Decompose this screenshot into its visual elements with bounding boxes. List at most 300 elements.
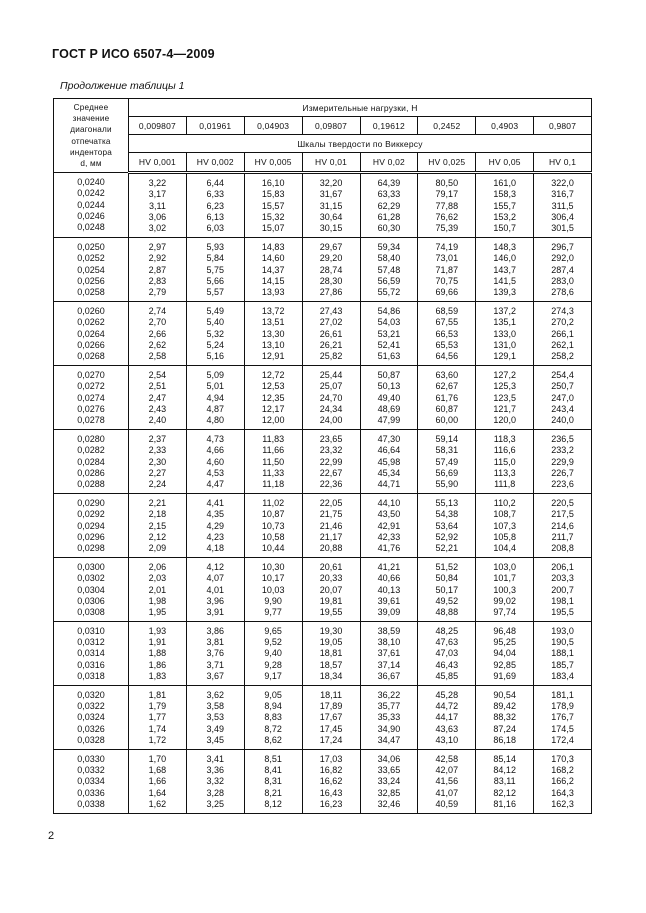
hardness-value: 19,81 (319, 595, 343, 606)
hardness-value: 8,31 (264, 776, 282, 787)
hardness-value: 8,94 (264, 701, 282, 712)
hardness-cell (302, 749, 360, 813)
diagonal-value: 0,0298 (77, 543, 105, 554)
hardness-value: 25,44 (319, 369, 343, 380)
hardness-value: 16,43 (319, 787, 343, 798)
hardness-value: 12,00 (261, 415, 285, 426)
hardness-value: 120,0 (493, 415, 516, 426)
hardness-value: 2,12 (148, 531, 167, 542)
hardness-value: 3,76 (206, 648, 225, 659)
load-value: 0,9807 (534, 117, 592, 135)
hardness-cell (418, 749, 476, 813)
hardness-value: 206,1 (551, 561, 574, 572)
hardness-cell (244, 621, 302, 685)
hardness-value: 11,02 (262, 497, 285, 508)
hardness-cell (244, 173, 302, 238)
hardness-value: 155,7 (493, 200, 516, 211)
hardness-value: 71,87 (435, 264, 459, 275)
hardness-value: 166,2 (551, 776, 574, 787)
hardness-value: 2,30 (148, 456, 167, 467)
hardness-value: 5,49 (206, 305, 225, 316)
hardness-value: 66,53 (435, 328, 459, 339)
hardness-cell (186, 301, 244, 365)
table-row (54, 301, 592, 365)
hardness-value: 35,77 (377, 701, 401, 712)
header-line: значение (72, 113, 110, 123)
hardness-value: 32,46 (377, 799, 401, 810)
hardness-value: 105,8 (493, 531, 516, 542)
hardness-value: 243,4 (551, 403, 574, 414)
hardness-value: 44,72 (435, 701, 459, 712)
table-caption: Продолжение таблицы 1 (60, 80, 185, 92)
hardness-value: 322,0 (551, 178, 574, 188)
hardness-value: 14,37 (261, 264, 285, 275)
hardness-value: 223,6 (551, 479, 574, 490)
hardness-cell (129, 237, 187, 301)
hardness-value: 20,61 (319, 561, 343, 572)
table-row (54, 237, 592, 301)
hardness-value: 69,66 (435, 287, 459, 298)
hardness-value: 44,10 (377, 497, 401, 508)
hardness-value: 153,2 (493, 211, 516, 222)
hardness-value: 115,0 (493, 456, 516, 467)
hardness-cell (129, 685, 187, 749)
hardness-value: 42,33 (377, 531, 401, 542)
hardness-value: 3,41 (206, 753, 225, 764)
hardness-value: 58,40 (377, 253, 401, 264)
hardness-value: 52,41 (377, 339, 401, 350)
hardness-value: 55,13 (435, 497, 459, 508)
hardness-value: 3,36 (206, 765, 225, 776)
hardness-value: 6,44 (206, 178, 225, 188)
hardness-value: 8,72 (264, 723, 282, 734)
hardness-value: 20,88 (319, 543, 343, 554)
hardness-value: 79,17 (435, 189, 459, 200)
hardness-value: 176,7 (551, 712, 574, 723)
hardness-value: 2,92 (148, 253, 167, 264)
hardness-value: 240,0 (551, 415, 574, 426)
hardness-value: 17,03 (319, 753, 343, 764)
hardness-value: 3,81 (206, 637, 225, 648)
hardness-value: 1,64 (148, 787, 167, 798)
hardness-value: 262,1 (551, 339, 574, 350)
hardness-value: 250,7 (551, 381, 574, 392)
hardness-value: 5,09 (206, 369, 225, 380)
diagonal-value: 0,0250 (77, 241, 105, 252)
hardness-value: 10,44 (261, 543, 285, 554)
hardness-cell (244, 685, 302, 749)
hardness-value: 1,77 (148, 712, 167, 723)
table-row-group (54, 621, 592, 685)
hardness-value: 143,7 (493, 264, 516, 275)
hardness-value: 4,94 (206, 392, 225, 403)
diagonal-value: 0,0314 (77, 648, 105, 659)
hardness-cell (186, 493, 244, 557)
hardness-value: 17,45 (319, 723, 343, 734)
hardness-cell (186, 173, 244, 238)
hardness-value: 36,67 (377, 671, 401, 682)
hardness-value: 172,4 (551, 735, 574, 746)
hardness-value: 45,98 (377, 456, 401, 467)
hardness-cell (244, 429, 302, 493)
hardness-value: 200,7 (551, 584, 574, 595)
load-value: 0,2452 (418, 117, 476, 135)
hardness-value: 34,90 (377, 723, 401, 734)
hardness-cell (418, 365, 476, 429)
diagonal-value: 0,0244 (77, 199, 105, 210)
hardness-cell (186, 365, 244, 429)
diagonal-value: 0,0312 (77, 637, 105, 648)
diagonal-column-header (54, 99, 129, 173)
hardness-value: 76,62 (435, 211, 459, 222)
hardness-cell (302, 237, 360, 301)
hardness-cell (418, 621, 476, 685)
diagonal-value: 0,0316 (77, 659, 105, 670)
hardness-value: 135,1 (493, 317, 516, 328)
hardness-value: 42,91 (377, 520, 401, 531)
hardness-value: 190,5 (551, 637, 574, 648)
hardness-value: 118,3 (493, 433, 516, 444)
hardness-value: 38,10 (377, 637, 401, 648)
hardness-value: 311,5 (551, 200, 574, 211)
hardness-value: 101,7 (493, 573, 516, 584)
hardness-cell (534, 301, 592, 365)
hardness-value: 11,66 (262, 445, 285, 456)
hardness-cell (534, 429, 592, 493)
hardness-value: 11,50 (262, 456, 285, 467)
diagonal-value: 0,0288 (77, 479, 105, 490)
diagonal-value: 0,0246 (77, 210, 105, 221)
hardness-value: 60,30 (377, 223, 401, 234)
hardness-value: 40,13 (377, 584, 401, 595)
hardness-value: 6,03 (206, 223, 225, 234)
hardness-value: 23,32 (319, 445, 343, 456)
hardness-value: 85,14 (493, 753, 516, 764)
diagonal-value: 0,0240 (77, 177, 105, 187)
hardness-value: 2,54 (148, 369, 167, 380)
scale-label: HV 0,01 (302, 153, 360, 173)
hardness-value: 116,6 (493, 445, 516, 456)
hardness-value: 87,24 (493, 723, 516, 734)
hardness-cell (534, 621, 592, 685)
hardness-value: 92,85 (493, 659, 516, 670)
hardness-value: 5,66 (206, 275, 225, 286)
diagonal-value: 0,0306 (77, 595, 105, 606)
hardness-value: 40,66 (377, 573, 401, 584)
hardness-value: 35,33 (377, 712, 401, 723)
hardness-value: 161,0 (493, 178, 516, 188)
diagonal-value: 0,0296 (77, 531, 105, 542)
hardness-value: 97,74 (493, 607, 516, 618)
hardness-value: 2,27 (148, 467, 167, 478)
hardness-value: 41,21 (377, 561, 401, 572)
hardness-value: 258,2 (551, 351, 574, 362)
hardness-value: 183,4 (551, 671, 574, 682)
hardness-value: 56,59 (377, 275, 401, 286)
hardness-value: 198,1 (551, 595, 574, 606)
hardness-value: 233,2 (551, 445, 574, 456)
hardness-value: 1,91 (148, 637, 167, 648)
table-row (54, 365, 592, 429)
hardness-cell (534, 493, 592, 557)
hardness-value: 15,57 (261, 200, 285, 211)
hardness-cell (476, 301, 534, 365)
hardness-value: 3,32 (206, 776, 225, 787)
table-row-group (54, 749, 592, 813)
hardness-cell (186, 557, 244, 621)
diagonal-cell (54, 557, 129, 621)
hardness-value: 45,85 (435, 671, 459, 682)
hardness-cell (360, 237, 418, 301)
hardness-value: 47,99 (377, 415, 401, 426)
diagonal-value: 0,0338 (77, 799, 105, 810)
hardness-value: 46,43 (435, 659, 459, 670)
hardness-cell (302, 621, 360, 685)
hardness-value: 139,3 (493, 287, 516, 298)
hardness-value: 60,87 (435, 403, 459, 414)
hardness-value: 3,11 (149, 200, 166, 211)
hardness-value: 22,36 (319, 479, 343, 490)
hardness-value: 22,67 (319, 467, 343, 478)
hardness-value: 208,8 (551, 543, 574, 554)
hardness-value: 30,64 (319, 211, 343, 222)
hardness-value: 48,69 (377, 403, 401, 414)
hardness-value: 3,71 (206, 659, 225, 670)
hardness-value: 25,82 (319, 351, 343, 362)
hardness-value: 4,87 (206, 403, 225, 414)
hardness-cell (244, 493, 302, 557)
hardness-value: 4,35 (206, 509, 225, 520)
hardness-value: 14,83 (261, 241, 285, 252)
hardness-value: 13,72 (261, 305, 285, 316)
hardness-value: 5,01 (206, 381, 225, 392)
hardness-value: 65,53 (435, 339, 459, 350)
hardness-value: 103,0 (493, 561, 516, 572)
hardness-value: 22,99 (319, 456, 343, 467)
hardness-value: 4,01 (206, 584, 225, 595)
hardness-cell (476, 365, 534, 429)
scales-header: Шкалы твердости по Виккерсу (129, 135, 592, 153)
hardness-value: 14,15 (261, 275, 285, 286)
table-row-group (54, 301, 592, 365)
hardness-value: 73,01 (435, 253, 459, 264)
hardness-cell (418, 493, 476, 557)
hardness-cell (129, 749, 187, 813)
hardness-value: 24,00 (319, 415, 343, 426)
hardness-value: 1,62 (148, 799, 167, 810)
hardness-value: 29,20 (319, 253, 343, 264)
hardness-value: 18,34 (319, 671, 343, 682)
diagonal-value: 0,0254 (77, 264, 105, 275)
hardness-value: 3,58 (206, 701, 225, 712)
hardness-value: 10,17 (261, 573, 285, 584)
hardness-value: 18,11 (320, 689, 342, 700)
hardness-value: 75,39 (435, 223, 459, 234)
hardness-value: 1,79 (148, 701, 167, 712)
diagonal-value: 0,0300 (77, 561, 105, 572)
hardness-value: 38,59 (377, 625, 401, 636)
diagonal-cell (54, 493, 129, 557)
hardness-value: 2,40 (148, 415, 167, 426)
hardness-cell (186, 685, 244, 749)
hardness-value: 2,37 (148, 433, 167, 444)
diagonal-value: 0,0282 (77, 445, 105, 456)
hardness-value: 164,3 (551, 787, 574, 798)
hardness-value: 110,2 (493, 497, 516, 508)
document-title: ГОСТ Р ИСО 6507-4—2009 (52, 47, 215, 61)
hardness-value: 2,87 (148, 264, 167, 275)
hardness-value: 214,6 (551, 520, 574, 531)
hardness-value: 193,0 (551, 625, 574, 636)
diagonal-value: 0,0256 (77, 275, 105, 286)
hardness-value: 3,45 (206, 735, 225, 746)
hardness-value: 53,64 (435, 520, 459, 531)
hardness-value: 10,03 (261, 584, 285, 595)
hardness-value: 1,86 (148, 659, 167, 670)
hardness-value: 46,64 (377, 445, 401, 456)
hardness-value: 62,67 (435, 381, 459, 392)
diagonal-value: 0,0334 (77, 776, 105, 787)
hardness-value: 48,88 (435, 607, 459, 618)
hardness-value: 8,41 (264, 765, 282, 776)
hardness-value: 57,48 (377, 264, 401, 275)
hardness-value: 28,74 (319, 264, 343, 275)
diagonal-value: 0,0260 (77, 305, 105, 316)
hardness-cell (476, 173, 534, 238)
diagonal-value: 0,0308 (77, 607, 105, 618)
hardness-value: 49,52 (435, 595, 459, 606)
hardness-value: 19,30 (319, 625, 343, 636)
hardness-value: 43,63 (435, 723, 459, 734)
hardness-value: 3,06 (148, 211, 167, 222)
loads-row (54, 117, 592, 135)
hardness-cell (302, 301, 360, 365)
hardness-cell (186, 237, 244, 301)
hardness-value: 137,2 (493, 305, 516, 316)
hardness-value: 123,5 (493, 392, 516, 403)
hardness-value: 148,3 (493, 241, 516, 252)
hardness-value: 150,7 (493, 223, 516, 234)
diagonal-cell (54, 429, 129, 493)
hardness-cell (129, 301, 187, 365)
scale-label: HV 0,002 (186, 153, 244, 173)
hardness-value: 91,69 (493, 671, 516, 682)
hardness-value: 188,1 (551, 648, 574, 659)
hardness-value: 18,81 (319, 648, 343, 659)
diagonal-value: 0,0302 (77, 573, 105, 584)
hardness-value: 32,85 (377, 787, 401, 798)
hardness-value: 16,62 (319, 776, 343, 787)
hardness-value: 37,61 (377, 648, 401, 659)
hardness-value: 316,7 (551, 189, 574, 200)
hardness-cell (534, 557, 592, 621)
diagonal-value: 0,0280 (77, 433, 105, 444)
table-row-group (54, 557, 592, 621)
diagonal-value: 0,0258 (77, 287, 105, 298)
hardness-value: 21,17 (319, 531, 343, 542)
hardness-value: 2,97 (148, 241, 167, 252)
hardness-value: 12,72 (261, 369, 285, 380)
hardness-value: 54,03 (377, 317, 401, 328)
hardness-value: 4,07 (206, 573, 225, 584)
hardness-value: 181,1 (551, 689, 574, 700)
table-row-group (54, 173, 592, 238)
hardness-value: 60,00 (435, 415, 459, 426)
hardness-value: 27,02 (319, 317, 343, 328)
scale-label: HV 0,1 (534, 153, 592, 173)
hardness-value: 203,3 (551, 573, 574, 584)
hardness-value: 2,58 (148, 351, 167, 362)
hardness-value: 2,06 (148, 561, 167, 572)
hardness-value: 17,67 (319, 712, 343, 723)
table-row-group (54, 365, 592, 429)
hardness-value: 50,87 (377, 369, 401, 380)
hardness-cell (302, 173, 360, 238)
hardness-value: 3,91 (206, 607, 225, 618)
hardness-value: 5,40 (206, 317, 225, 328)
hardness-value: 11,33 (262, 467, 285, 478)
page-number: 2 (48, 830, 55, 842)
load-value: 0,01961 (186, 117, 244, 135)
hardness-cell (129, 365, 187, 429)
hardness-value: 80,50 (435, 178, 459, 188)
hardness-value: 9,52 (264, 637, 282, 648)
hardness-value: 21,75 (319, 509, 343, 520)
hardness-value: 3,49 (206, 723, 225, 734)
hardness-value: 229,9 (551, 456, 574, 467)
hardness-cell (360, 621, 418, 685)
hardness-value: 111,8 (494, 479, 516, 490)
load-value: 0,009807 (129, 117, 187, 135)
hardness-value: 49,40 (377, 392, 401, 403)
header-line: d, мм (80, 159, 102, 169)
header-line: Среднее (73, 102, 109, 112)
hardness-value: 9,77 (264, 607, 282, 618)
scale-label: HV 0,05 (476, 153, 534, 173)
hardness-value: 8,21 (264, 787, 282, 798)
hardness-cell (244, 237, 302, 301)
hardness-value: 13,93 (261, 287, 285, 298)
table-row-group (54, 493, 592, 557)
hardness-value: 2,09 (148, 543, 167, 554)
diagonal-value: 0,0272 (77, 381, 105, 392)
hardness-value: 47,03 (435, 648, 459, 659)
hardness-value: 131,0 (493, 339, 516, 350)
hardness-cell (129, 621, 187, 685)
hardness-value: 4,60 (206, 456, 225, 467)
hardness-value: 4,73 (206, 433, 225, 444)
hardness-value: 3,25 (206, 799, 225, 810)
hardness-value: 4,53 (206, 467, 225, 478)
hardness-value: 82,12 (493, 787, 516, 798)
hardness-value: 2,83 (148, 275, 167, 286)
hardness-value: 141,5 (493, 275, 516, 286)
hardness-value: 50,17 (435, 584, 459, 595)
hardness-value: 9,17 (264, 671, 282, 682)
loads-header: Измерительные нагрузки, Н (129, 99, 592, 117)
hardness-value: 12,53 (261, 381, 285, 392)
hardness-value: 11,83 (262, 433, 285, 444)
hardness-value: 113,3 (493, 467, 516, 478)
header-line: диагонали (70, 125, 112, 135)
scale-label: HV 0,02 (360, 153, 418, 173)
diagonal-value: 0,0322 (77, 701, 105, 712)
hardness-cell (534, 685, 592, 749)
hardness-value: 2,51 (148, 381, 167, 392)
hardness-cell (476, 557, 534, 621)
hardness-value: 59,34 (377, 241, 401, 252)
hardness-value: 25,07 (319, 381, 343, 392)
